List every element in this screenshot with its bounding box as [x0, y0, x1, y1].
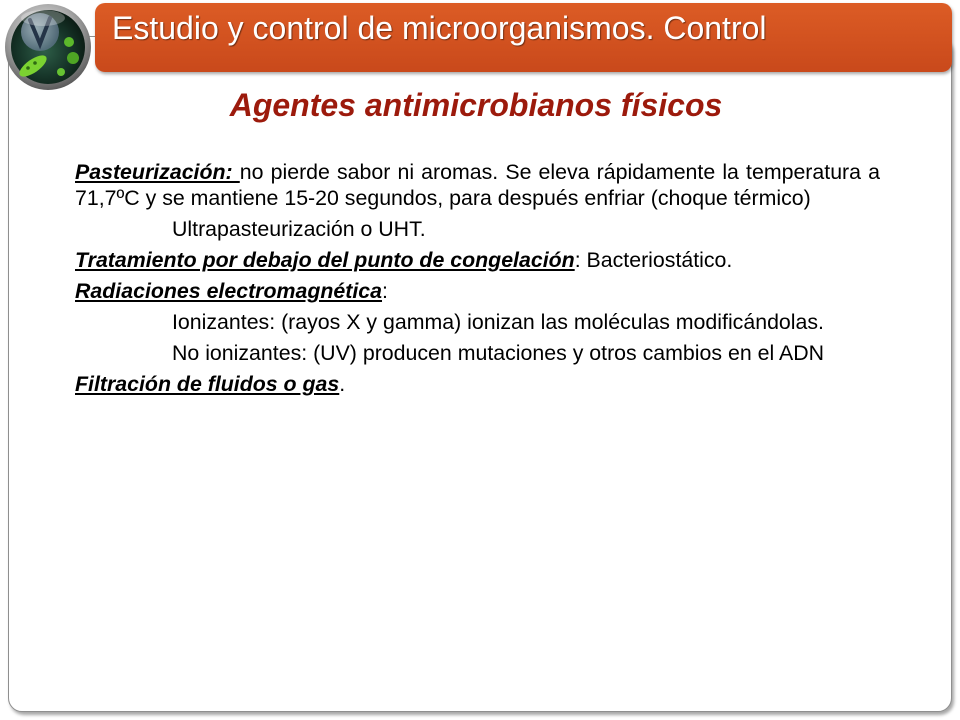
cell-shape	[57, 68, 65, 76]
pasteurizacion-term: Pasteurización:	[75, 160, 240, 184]
congelacion-description: : Bacteriostático.	[574, 248, 733, 272]
bacteria-spot	[26, 66, 30, 70]
pasteurizacion-description: no pierde sabor ni aromas. Se eleva rápidamente la temperatura a 71,7ºC y se mantiene 15-20 segundos, para después enfriar (choque térmico)	[75, 160, 880, 210]
logo-highlight	[21, 10, 65, 26]
radiaciones-description: :	[382, 279, 388, 303]
pasteurizacion-paragraph	[75, 159, 880, 211]
no-ionizantes-line: No ionizantes: (UV) producen mutaciones y otros cambios en el ADN	[172, 341, 824, 365]
header-bar	[95, 3, 952, 72]
cell-shape	[67, 52, 79, 64]
microbe-logo-icon	[3, 2, 93, 92]
cell-shape	[64, 37, 74, 47]
filtracion-term: Filtración de fluidos o gas	[75, 372, 340, 396]
uht-line: Ultrapasteurización o UHT.	[172, 217, 426, 241]
congelacion-term: Tratamiento por debajo del punto de congelación	[75, 248, 575, 272]
logo-svg	[3, 2, 93, 92]
slide-content	[75, 159, 880, 402]
filtracion-description: .	[339, 372, 346, 396]
radiaciones-paragraph	[75, 278, 880, 304]
slide-subtitle: Agentes antimicrobianos físicos	[229, 87, 723, 123]
header-title: Estudio y control de microorganismos. Control	[112, 10, 767, 46]
radiaciones-term: Radiaciones electromagnética	[75, 279, 383, 303]
bacteria-spot	[33, 61, 37, 65]
congelacion-paragraph	[75, 247, 880, 273]
ionizantes-line: Ionizantes: (rayos X y gamma) ionizan las moléculas modificándolas.	[172, 310, 824, 334]
filtracion-paragraph	[75, 371, 880, 397]
